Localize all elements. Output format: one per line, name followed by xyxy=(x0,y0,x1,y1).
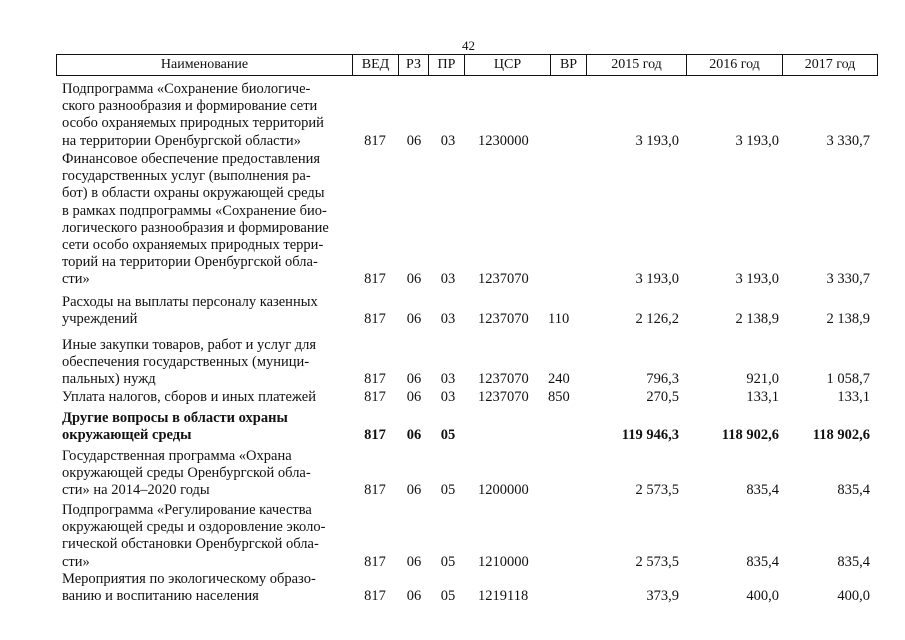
cell-rz: 06 xyxy=(406,588,422,605)
cell-2015: 2 573,5 xyxy=(635,482,679,499)
cell-2016: 118 902,6 xyxy=(721,427,779,444)
cell-rz: 06 xyxy=(406,482,422,499)
cell-2016: 835,4 xyxy=(746,482,779,499)
cell-csr: 1237070 xyxy=(478,371,529,388)
cell-ved: 817 xyxy=(364,588,386,605)
header-vr: ВР xyxy=(550,55,586,75)
cell-ved: 817 xyxy=(364,371,386,388)
header-rz: РЗ xyxy=(398,55,428,75)
header-2015: 2015 год xyxy=(586,55,686,75)
cell-2017: 118 902,6 xyxy=(812,427,870,444)
cell-2015: 2 126,2 xyxy=(635,311,679,328)
cell-ved: 817 xyxy=(364,389,386,405)
cell-vr: 110 xyxy=(548,311,570,328)
cell-csr: 1210000 xyxy=(478,553,529,570)
cell-2017: 133,1 xyxy=(837,389,870,405)
cell-pr: 03 xyxy=(440,311,456,328)
table-header xyxy=(56,54,878,76)
cell-rz: 06 xyxy=(406,389,422,405)
cell-ved: 817 xyxy=(364,482,386,499)
row-name: Подпрограмма «Регулирование качества окружающей среды и оздоровление эколо- гической обстановки Оренбургской обла- сти» xyxy=(62,502,326,570)
cell-ved: 817 xyxy=(364,311,386,328)
cell-pr: 03 xyxy=(440,371,456,388)
row-name: Уплата налогов, сборов и иных платежей xyxy=(62,389,316,405)
cell-2016: 133,1 xyxy=(746,389,779,405)
cell-rz: 06 xyxy=(406,311,422,328)
cell-2017: 2 138,9 xyxy=(826,311,870,328)
cell-vr: 240 xyxy=(548,371,570,388)
cell-csr: 1230000 xyxy=(478,132,529,149)
cell-2015: 373,9 xyxy=(646,588,679,605)
cell-2017: 835,4 xyxy=(837,482,870,499)
cell-2016: 3 193,0 xyxy=(735,271,779,288)
cell-2015: 3 193,0 xyxy=(635,132,679,149)
cell-2017: 1 058,7 xyxy=(826,371,870,388)
cell-rz: 06 xyxy=(406,271,422,288)
row-name: Финансовое обеспечение предоставления государственных услуг (выполнения ра- бот) в области охраны окружающей среды в рамках подпрограммы «Сохранение био- логического разнообразия и формирование сети особо охраняемых природных терри- торий на территории Оренбургской обла- сти» xyxy=(62,151,329,288)
cell-pr: 03 xyxy=(440,389,456,405)
cell-rz: 06 xyxy=(406,553,422,570)
cell-ved: 817 xyxy=(364,553,386,570)
cell-pr: 05 xyxy=(440,427,456,444)
cell-2015: 3 193,0 xyxy=(635,271,679,288)
cell-pr: 05 xyxy=(440,553,456,570)
cell-csr: 1200000 xyxy=(478,482,529,499)
header-csr: ЦСР xyxy=(464,55,550,75)
row-name: Иные закупки товаров, работ и услуг для обеспечения государственных (муници- пальных) нужд xyxy=(62,337,317,388)
cell-2016: 835,4 xyxy=(746,553,779,570)
cell-2015: 2 573,5 xyxy=(635,553,679,570)
header-ved: ВЕД xyxy=(352,55,398,75)
cell-2017: 3 330,7 xyxy=(826,132,870,149)
row-name: Государственная программа «Охрана окружающей среды Оренбургской обла- сти» на 2014–2020 годы xyxy=(62,448,311,499)
row-name: Расходы на выплаты персоналу казенных учреждений xyxy=(62,294,318,328)
cell-2015: 796,3 xyxy=(646,371,679,388)
header-pr: ПР xyxy=(428,55,464,75)
cell-ved: 817 xyxy=(364,427,386,444)
cell-csr: 1237070 xyxy=(478,389,529,405)
cell-rz: 06 xyxy=(406,371,422,388)
cell-pr: 03 xyxy=(440,132,456,149)
row-name: Подпрограмма «Сохранение биологиче- ского разнообразия и формирование сети особо охраняемых природных территорий на территории Оренбургской области» xyxy=(62,81,324,149)
cell-2015: 119 946,3 xyxy=(621,427,679,444)
cell-2016: 3 193,0 xyxy=(735,132,779,149)
cell-2017: 3 330,7 xyxy=(826,271,870,288)
cell-pr: 03 xyxy=(440,271,456,288)
page-number: 42 xyxy=(462,38,475,53)
cell-2017: 835,4 xyxy=(837,553,870,570)
cell-2016: 2 138,9 xyxy=(735,311,779,328)
header-2017: 2017 год xyxy=(782,55,878,75)
cell-csr: 1237070 xyxy=(478,271,529,288)
header-2016: 2016 год xyxy=(686,55,782,75)
cell-ved: 817 xyxy=(364,132,386,149)
cell-ved: 817 xyxy=(364,271,386,288)
cell-2015: 270,5 xyxy=(646,389,679,405)
cell-vr: 850 xyxy=(548,389,570,405)
row-name: Мероприятия по экологическому образо- ванию и воспитанию населения xyxy=(62,571,316,605)
cell-csr: 1219118 xyxy=(478,588,529,605)
header-name: Наименование xyxy=(56,55,352,75)
row-name: Другие вопросы в области охраны окружающей среды xyxy=(62,410,288,444)
cell-csr: 1237070 xyxy=(478,311,529,328)
cell-pr: 05 xyxy=(440,482,456,499)
cell-pr: 05 xyxy=(440,588,456,605)
cell-rz: 06 xyxy=(406,132,422,149)
cell-2017: 400,0 xyxy=(837,588,870,605)
cell-2016: 921,0 xyxy=(746,371,779,388)
cell-rz: 06 xyxy=(406,427,422,444)
cell-2016: 400,0 xyxy=(746,588,779,605)
